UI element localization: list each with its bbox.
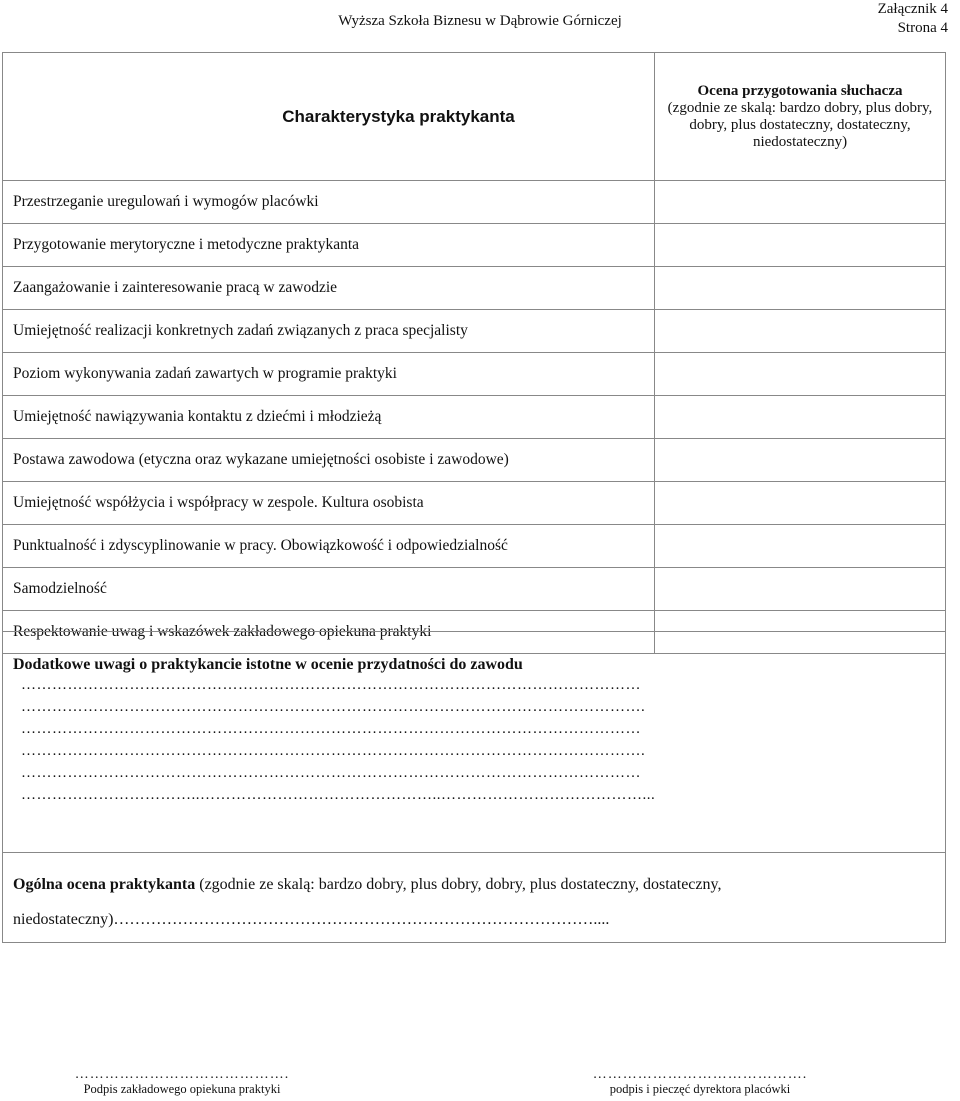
criterion-row — [3, 353, 946, 396]
overall-grade-section — [2, 853, 946, 943]
supervisor-signature — [62, 1068, 302, 1097]
assessment-header-title: Ocena przygotowania słuchacza — [697, 82, 903, 99]
notes-dotted-line[interactable]: ………………………………………………………………………………………………………… — [21, 677, 641, 693]
director-signature-label: podpis i pieczęć dyrektora placówki — [609, 1082, 791, 1096]
criterion-label: Przygotowanie merytoryczne i metodyczne praktykanta — [3, 224, 655, 267]
director-signature — [575, 1068, 825, 1097]
overall-grade-line[interactable]: niedostateczny)……………………………………………………………………………….... — [13, 911, 610, 928]
supervisor-signature-label: Podpis zakładowego opiekuna praktyki — [83, 1082, 281, 1096]
criterion-row — [3, 482, 946, 525]
director-signature-line[interactable]: ……………………………………. — [592, 1067, 808, 1082]
notes-dotted-line[interactable]: ………………………………………………………………………………………………………… — [21, 721, 641, 737]
criterion-label: Umiejętność realizacji konkretnych zadań związanych z praca specjalisty — [3, 310, 655, 353]
page-number: Strona 4 — [897, 20, 948, 36]
attachment-label: Załącznik 4 — [877, 1, 948, 17]
grade-cell[interactable] — [655, 396, 946, 439]
criterion-row — [3, 525, 946, 568]
grade-cell[interactable] — [655, 525, 946, 568]
grade-cell[interactable] — [655, 353, 946, 396]
overall-grade-scale: (zgodnie ze skalą: bardzo dobry, plus dobry, dobry, plus dostateczny, dostateczny, — [195, 876, 722, 893]
assessment-header — [655, 53, 946, 181]
criterion-label: Poziom wykonywania zadań zawartych w programie praktyki — [3, 353, 655, 396]
criterion-row — [3, 568, 946, 611]
additional-notes-title: Dodatkowe uwagi o praktykancie istotne w ocenie przydatności do zawodu — [13, 656, 523, 673]
grade-cell[interactable] — [655, 267, 946, 310]
criterion-row — [3, 396, 946, 439]
page-header-right — [878, 0, 948, 38]
grade-cell[interactable] — [655, 181, 946, 224]
grade-cell[interactable] — [655, 568, 946, 611]
evaluation-table — [2, 52, 946, 654]
grade-cell[interactable] — [655, 482, 946, 525]
criterion-label: Punktualność i zdyscyplinowanie w pracy. Obowiązkowość i odpowiedzialność — [3, 525, 655, 568]
criterion-row — [3, 181, 946, 224]
notes-dotted-line[interactable]: ………………………………………………………………………………………………………… — [21, 765, 641, 781]
notes-dotted-line[interactable]: …………………………………………………………………………………………………………. — [21, 743, 646, 759]
notes-dotted-line[interactable]: …………………………………………………………………………………………………………. — [21, 699, 646, 715]
criterion-row — [3, 310, 946, 353]
criterion-label: Umiejętność współżycia i współpracy w zespole. Kultura osobista — [3, 482, 655, 525]
grade-cell[interactable] — [655, 310, 946, 353]
overall-grade-text — [13, 867, 945, 902]
criterion-row — [3, 439, 946, 482]
criterion-label: Respektowanie uwag i wskazówek zakładowego opiekuna praktyki — [3, 611, 655, 654]
characteristics-header: Charakterystyka praktykanta — [3, 53, 655, 181]
criterion-label: Postawa zawodowa (etyczna oraz wykazane umiejętności osobiste i zawodowe) — [3, 439, 655, 482]
notes-dotted-line[interactable]: ……………………………..………………………………………..…………………………………... — [21, 787, 656, 803]
assessment-header-scale: (zgodnie ze skalą: bardzo dobry, plus dobry, dobry, plus dostateczny, dostateczny, niedostateczny) — [667, 99, 933, 150]
criterion-row — [3, 224, 946, 267]
criterion-label: Zaangażowanie i zainteresowanie pracą w zawodzie — [3, 267, 655, 310]
criterion-label: Samodzielność — [3, 568, 655, 611]
institution-name: Wyższa Szkoła Biznesu w Dąbrowie Górniczej — [338, 13, 622, 29]
grade-cell[interactable] — [655, 439, 946, 482]
supervisor-signature-line[interactable]: ……………………………………. — [74, 1067, 290, 1082]
additional-notes-section — [2, 631, 946, 853]
grade-cell[interactable] — [655, 224, 946, 267]
criterion-label: Przestrzeganie uregulowań i wymogów placówki — [3, 181, 655, 224]
criterion-label: Umiejętność nawiązywania kontaktu z dziećmi i młodzieżą — [3, 396, 655, 439]
criterion-row — [3, 267, 946, 310]
overall-grade-label: Ogólna ocena praktykanta — [13, 876, 196, 893]
